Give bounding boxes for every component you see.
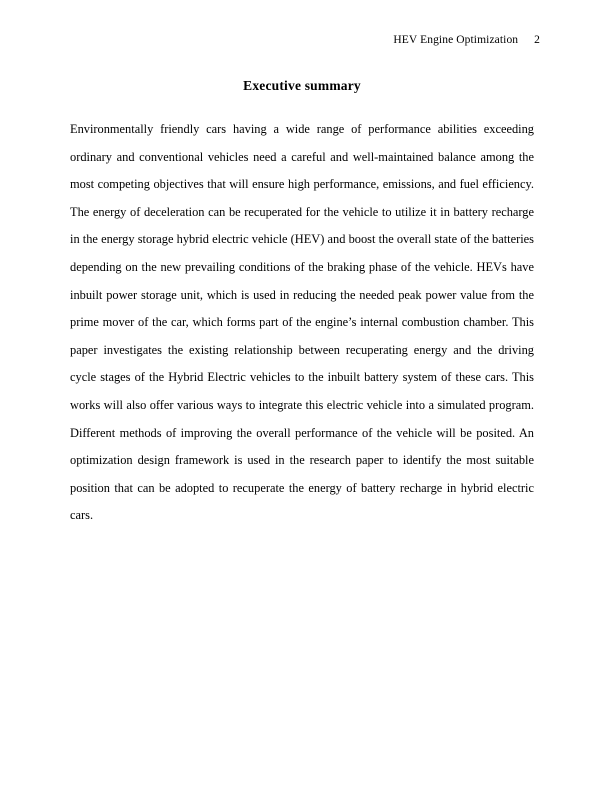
running-head-title: HEV Engine Optimization bbox=[393, 34, 519, 46]
page-number: 2 bbox=[534, 34, 540, 46]
executive-summary-paragraph: Environmentally friendly cars having a wide range of performance abilities exceeding ordinary and conventional vehicles need a careful and well-maintained balance among the most competing objectives that will ensure high performance, emissions, and fuel efficiency. The energy of deceleration can be recuperated for the vehicle to utilize it in battery recharge in the energy storage hybrid electric vehicle (HEV) and boost the overall state of the batteries depending on the new prevailing conditions of the braking phase of the vehicle. HEVs have inbuilt power storage unit, which is used in reducing the needed peak power value from the prime mover of the car, which forms part of the engine’s internal combustion chamber. This paper investigates the existing relationship between recuperating energy and the driving cycle stages of the Hybrid Electric vehicles to the inbuilt battery system of these cars. This works will also offer various ways to integrate this electric vehicle into a simulated program. Different methods of improving the overall performance of the vehicle will be posited. An optimization design framework is used in the research paper to identify the most suitable position that can be adopted to recuperate the energy of battery recharge in hybrid electric cars. bbox=[70, 122, 534, 523]
page-title: Executive summary bbox=[243, 78, 361, 93]
running-head bbox=[72, 34, 540, 46]
document-content bbox=[70, 78, 534, 530]
